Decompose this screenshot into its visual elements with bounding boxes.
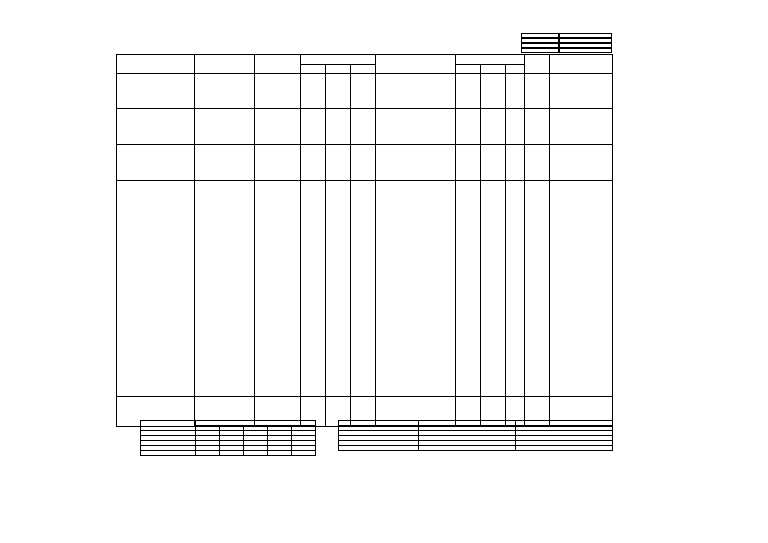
signature-block xyxy=(545,463,620,483)
cell-keparahan-sisa xyxy=(456,181,481,397)
cell-risiko xyxy=(255,109,301,145)
header-kegiatan xyxy=(117,55,195,74)
cell-keparahan-sisa xyxy=(456,109,481,145)
signature-block xyxy=(265,463,350,483)
header-penanggung-jawab xyxy=(550,55,613,74)
matrix-cell xyxy=(220,451,244,456)
matrix-axis-label xyxy=(141,421,196,431)
cell-keparahan xyxy=(301,74,326,109)
cell-risiko xyxy=(255,181,301,397)
cell-potensi-bahaya xyxy=(195,181,255,397)
legend-item xyxy=(339,446,419,451)
matrix-cell xyxy=(292,451,316,456)
hirarc-table xyxy=(116,54,613,427)
cell-potensi-bahaya xyxy=(195,145,255,181)
table-row xyxy=(117,74,613,109)
subheader-keparahan xyxy=(301,65,326,74)
cell-kegiatan xyxy=(117,74,195,109)
cell-kemungkinan-sisa xyxy=(481,181,506,397)
header-risiko xyxy=(255,55,301,74)
signature-block xyxy=(170,463,250,483)
cell-risiko xyxy=(255,145,301,181)
header-status xyxy=(525,55,550,74)
signature-block xyxy=(462,463,537,483)
cell-kemungkinan-sisa xyxy=(481,109,506,145)
cell-pengendalian xyxy=(376,181,456,397)
cell-tingkat-risiko xyxy=(351,74,376,109)
cell-kemungkinan xyxy=(326,145,351,181)
table-header-row xyxy=(117,55,613,65)
cell-pengendalian xyxy=(376,74,456,109)
cell-pengendalian xyxy=(376,145,456,181)
cell-keparahan-sisa xyxy=(456,74,481,109)
table-row xyxy=(117,145,613,181)
cell-status xyxy=(525,145,550,181)
cell-kemungkinan xyxy=(326,74,351,109)
cell-kemungkinan-sisa xyxy=(481,74,506,109)
cell-kegiatan xyxy=(117,181,195,397)
legend-item xyxy=(516,446,613,451)
cell-status xyxy=(525,74,550,109)
header-penilaian-risiko xyxy=(301,55,376,65)
header-potensi-bahaya xyxy=(195,55,255,74)
cell-keparahan-sisa xyxy=(456,145,481,181)
subheader-kemungkinan xyxy=(326,65,351,74)
cell-tingkat-risiko-sisa xyxy=(506,109,525,145)
cell-kemungkinan-sisa xyxy=(481,145,506,181)
matrix-row-header xyxy=(141,451,196,456)
cell-kemungkinan xyxy=(326,109,351,145)
subheader-kemungkinan xyxy=(481,65,506,74)
table-row xyxy=(117,181,613,397)
cell-potensi-bahaya xyxy=(195,109,255,145)
legend-row xyxy=(339,446,613,451)
matrix-cell xyxy=(244,451,268,456)
signature-block xyxy=(370,463,455,483)
subheader-tingkat-risiko xyxy=(506,65,525,74)
cell-keparahan xyxy=(301,181,326,397)
header-pengendalian-risiko xyxy=(376,55,456,74)
matrix-cell xyxy=(196,451,220,456)
doc-info-label xyxy=(521,48,559,53)
table-row xyxy=(117,109,613,145)
cell-tingkat-risiko-sisa xyxy=(506,145,525,181)
cell-kegiatan xyxy=(117,145,195,181)
cell-penanggung-jawab xyxy=(550,145,613,181)
cell-status xyxy=(525,109,550,145)
cell-keparahan xyxy=(301,109,326,145)
cell-potensi-bahaya xyxy=(195,74,255,109)
legend-item xyxy=(419,446,516,451)
matrix-row xyxy=(141,451,316,456)
cell-pengendalian xyxy=(376,109,456,145)
doc-info-value xyxy=(559,48,612,53)
subheader-keparahan xyxy=(456,65,481,74)
matrix-cell xyxy=(268,451,292,456)
cell-status xyxy=(525,181,550,397)
cell-tingkat-risiko xyxy=(351,145,376,181)
legend-table xyxy=(338,420,613,451)
cell-tingkat-risiko xyxy=(351,181,376,397)
cell-tingkat-risiko-sisa xyxy=(506,181,525,397)
cell-risiko xyxy=(255,74,301,109)
risk-matrix xyxy=(140,420,316,456)
cell-penanggung-jawab xyxy=(550,109,613,145)
cell-penanggung-jawab xyxy=(550,181,613,397)
cell-kegiatan xyxy=(117,109,195,145)
meta-jenis-pekerjaan xyxy=(116,22,124,27)
cell-keparahan xyxy=(301,145,326,181)
subheader-tingkat-risiko xyxy=(351,65,376,74)
cell-tingkat-risiko xyxy=(351,109,376,145)
cell-kemungkinan xyxy=(326,181,351,397)
cell-tingkat-risiko-sisa xyxy=(506,74,525,109)
header-penilaian-risiko-sisa xyxy=(456,55,525,65)
cell-penanggung-jawab xyxy=(550,74,613,109)
